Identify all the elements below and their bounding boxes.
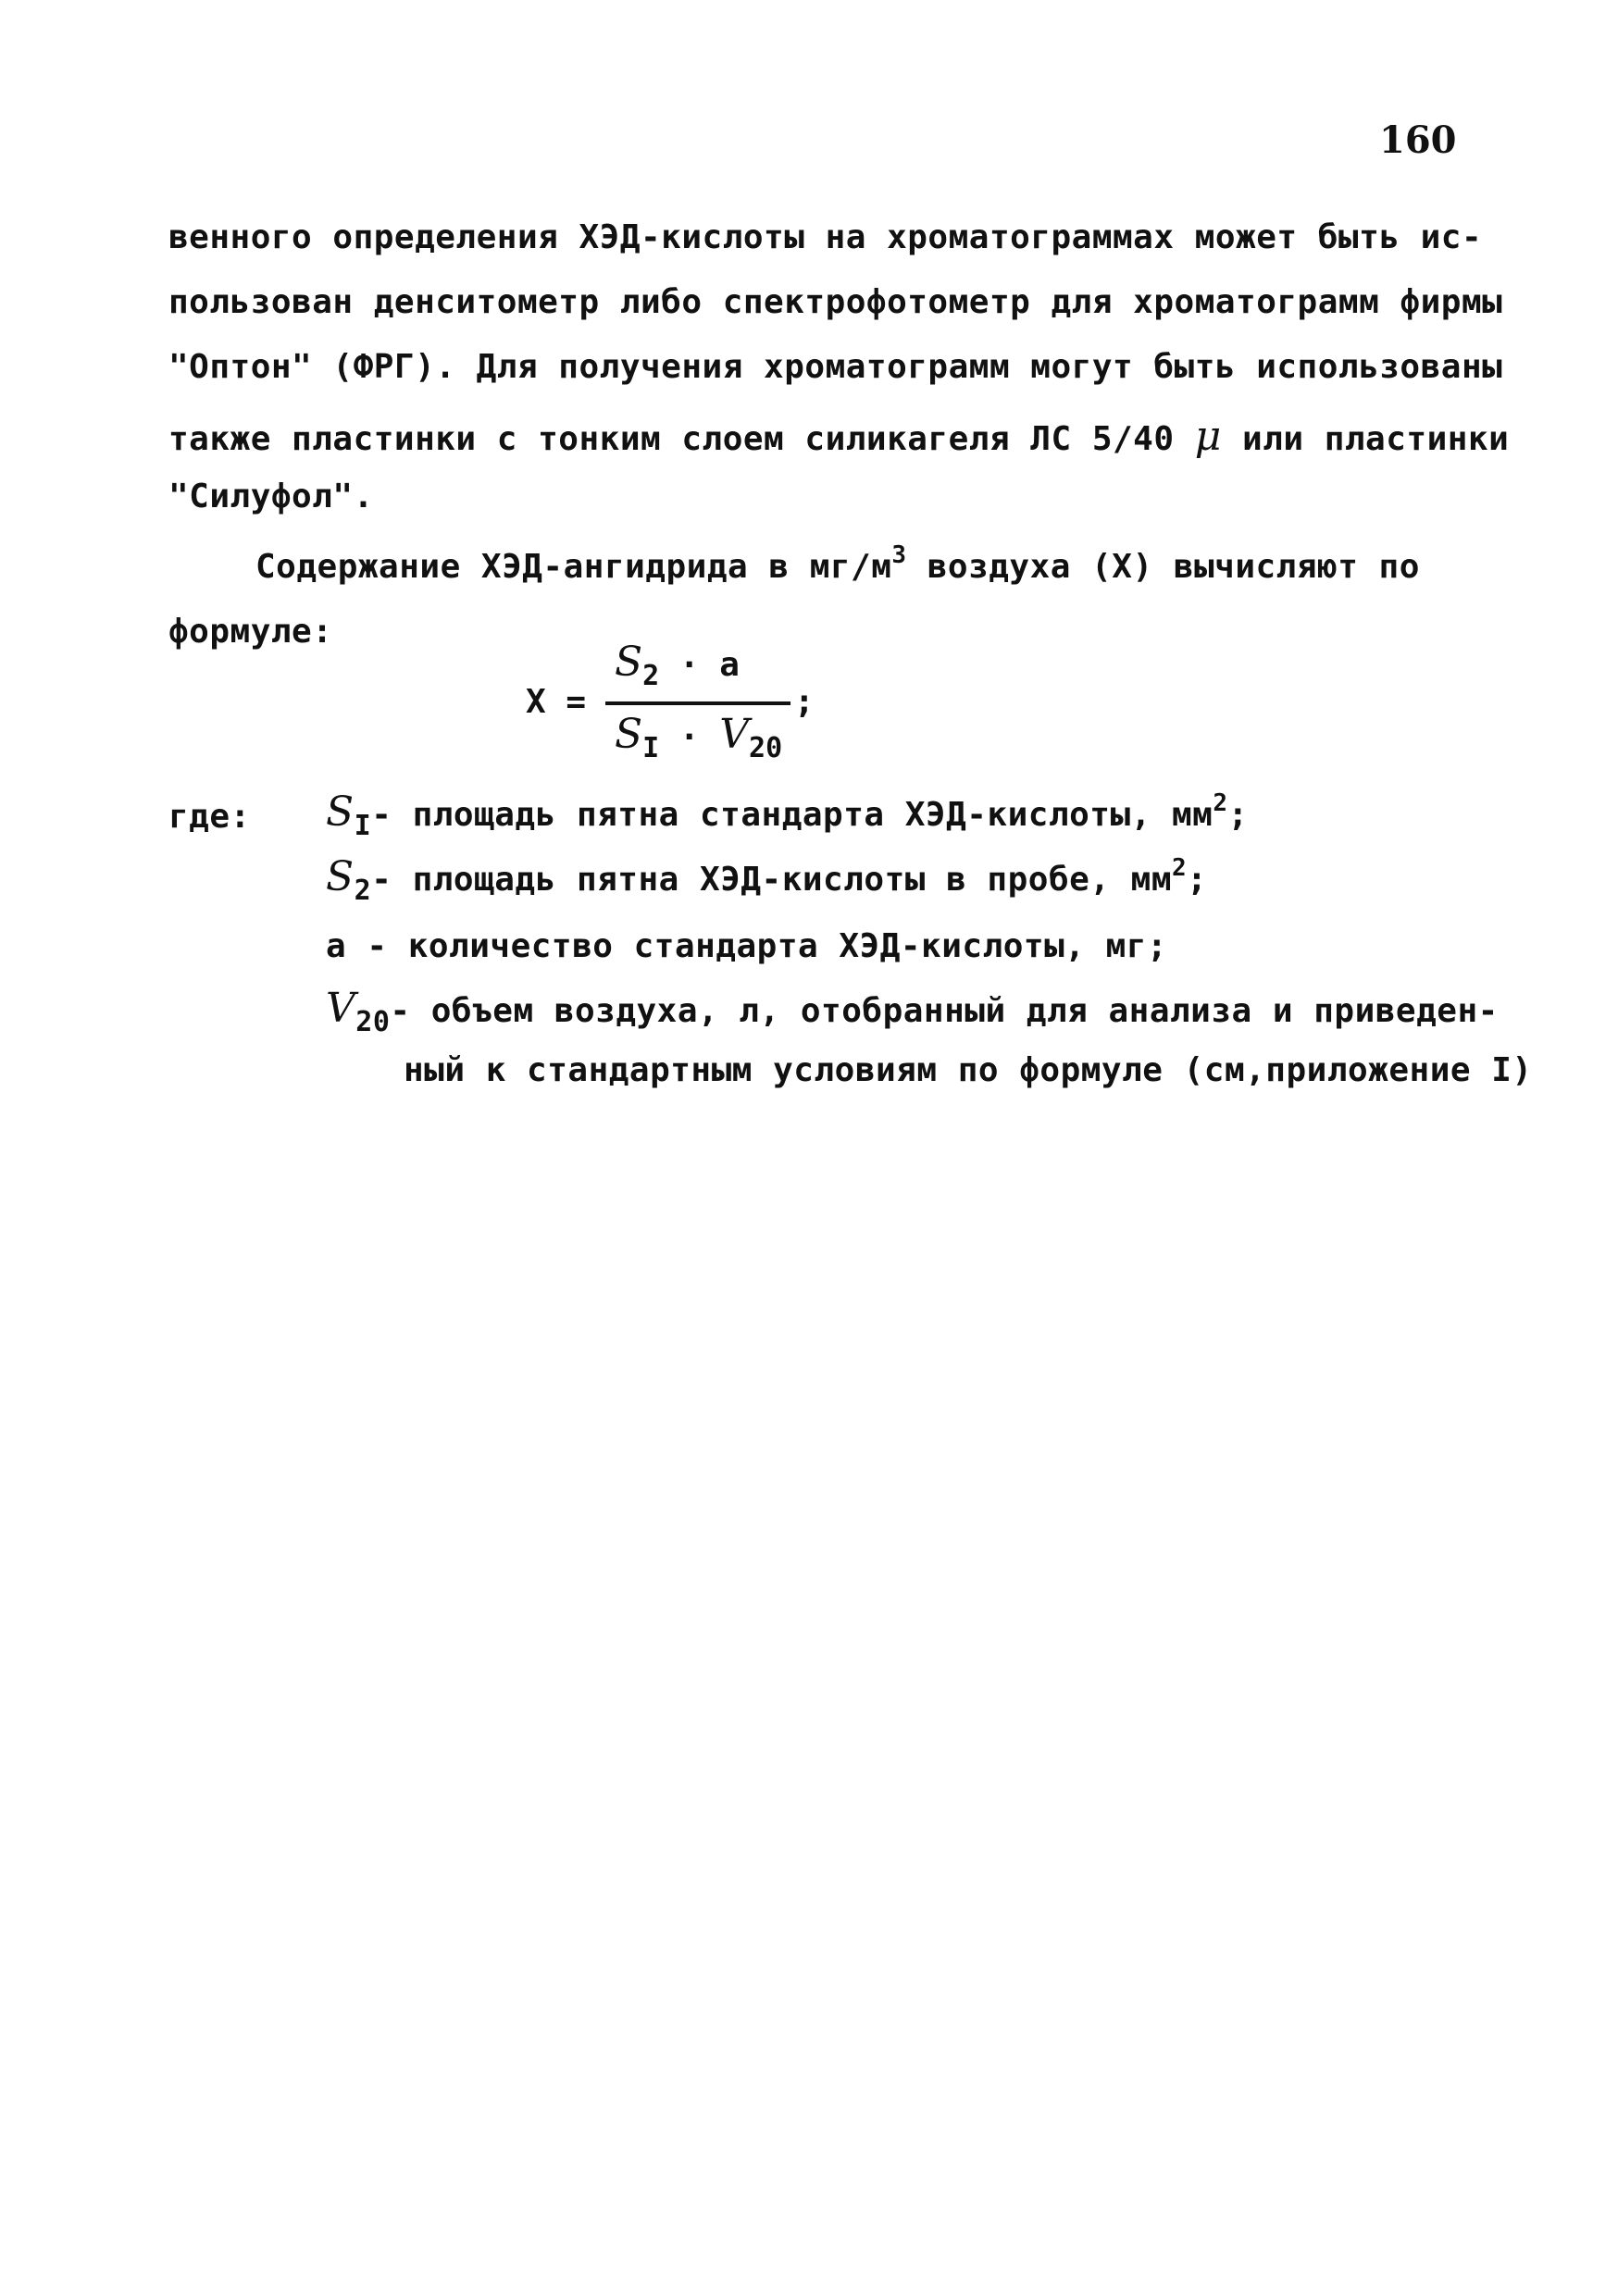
var-v: V (326, 985, 356, 1032)
subscript: I (354, 810, 372, 842)
paragraph-text: воздуха (X) вычисляют по (906, 548, 1420, 586)
definition-continuation: ный к стандартным условиям по формуле (см,приложение I) (404, 1051, 1533, 1089)
formula-semicolon: ; (794, 683, 815, 721)
paragraph-line: "Силуфол". (168, 478, 374, 515)
var-s: S (326, 853, 355, 900)
definition-item (326, 985, 1499, 1038)
fraction-bar (605, 701, 790, 705)
superscript: 2 (1172, 854, 1188, 882)
var-v: V (719, 711, 750, 758)
subscript: 20 (355, 1006, 391, 1038)
definition-text: - объем воздуха, л, отобранный для анализа и приведен- (390, 992, 1499, 1030)
subscript: 2 (354, 875, 372, 907)
var-s: S (326, 788, 355, 836)
where-label: где: (168, 798, 251, 836)
superscript: 2 (1213, 789, 1228, 817)
superscript: 3 (891, 541, 907, 569)
paragraph-text: также пластинки с тонким слоем силикагеля ЛС 5/40 (168, 420, 1175, 458)
formula-denominator (615, 711, 783, 764)
subscript: I (642, 732, 660, 764)
formula-numerator (615, 639, 740, 692)
page-number: 160 (1379, 118, 1457, 162)
paragraph-text: или пластинки (1242, 420, 1510, 458)
numerator-rest: · a (659, 646, 740, 684)
formula-lhs: X = (526, 683, 587, 721)
var-s: S (615, 639, 643, 686)
paragraph-text: Содержание ХЭД-ангидрида в мг/м (255, 548, 892, 586)
mu-symbol: μ (1194, 413, 1222, 460)
paragraph-line: формуле: (168, 613, 333, 651)
definition-end: ; (1227, 796, 1249, 834)
var-s: S (615, 711, 643, 758)
definition-item (326, 853, 1208, 907)
subscript: 2 (642, 660, 660, 692)
paragraph-line: венного определения ХЭД-кислоты на хроматограммах может быть ис- (168, 218, 1483, 256)
paragraph-line (255, 541, 1420, 586)
subscript: 20 (749, 732, 783, 764)
paragraph-line: "Оптон" (ФРГ). Для получения хроматограмм могут быть использованы (168, 348, 1503, 386)
definition-item: a - количество стандарта ХЭД-кислоты, мг; (326, 927, 1168, 965)
definition-item (326, 788, 1249, 842)
paragraph-line (168, 413, 1509, 460)
definition-text: - площадь пятна стандарта ХЭД-кислоты, мм (371, 796, 1214, 834)
formula (526, 639, 822, 777)
definition-text: - площадь пятна ХЭД-кислоты в пробе, мм (371, 861, 1172, 899)
definition-end: ; (1187, 861, 1208, 899)
paragraph-line: пользован денситометр либо спектрофотометр для хроматограмм фирмы (168, 283, 1503, 321)
denominator-mid: · (659, 718, 720, 756)
